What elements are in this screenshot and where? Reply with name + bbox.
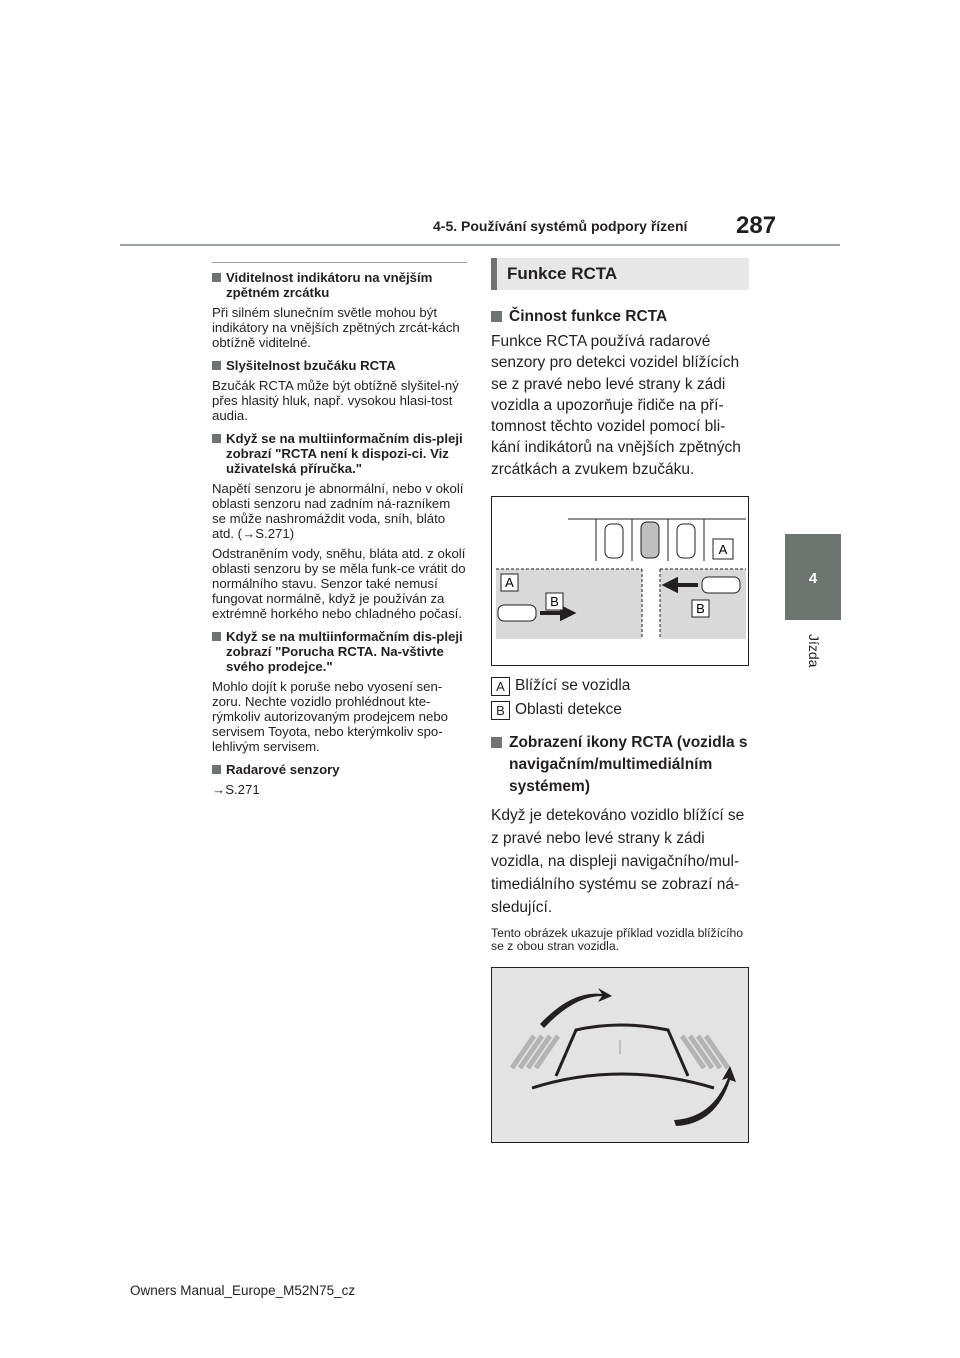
legend-item (491, 698, 749, 722)
approaching-car-left (498, 605, 536, 621)
rcta-display-svg (492, 968, 748, 1142)
figure-legend (491, 674, 749, 722)
section-heading: Slyšitelnost bzučáku RCTA (212, 358, 467, 373)
section-paragraph: Bzučák RCTA může být obtížně slyšitel-ný přes hlasitý hluk, např. vysokou hlasi-tost audia. (212, 378, 459, 423)
rcta-display-figure (491, 967, 749, 1143)
figure-note: Tento obrázek ukazuje příklad vozidla blížícího se z obou stran vozidla. (491, 926, 744, 954)
footer-document-id: Owners Manual_Europe_M52N75_cz (130, 1283, 356, 1298)
legend-tag: B (491, 701, 510, 720)
chapter-tab-number: 4 (808, 570, 818, 587)
section-paragraph: Funkce RCTA používá radarové senzory pro detekci vozidel blížících se z pravé nebo levé strany k zádi vozidla a upozorňuje řidiče na pří-tomnost těchto vozidel pomocí bli-kání indikátorů na vnějších zpětných zrcátkách a zvukem bzučáku. (491, 333, 741, 478)
guide-line-top (556, 1025, 688, 1076)
parked-car (677, 524, 695, 558)
section-paragraph: Odstraněním vody, sněhu, bláta atd. z okolí oblasti senzoru by se měla funk-ce vrátit do normálního stavu. Senzor také nemusí fungovat normálně, když je používán za extrémně horkého nebo chladného počasí. (212, 546, 466, 621)
legend-item (491, 674, 749, 698)
section-paragraph: Napětí senzoru je abnormální, nebo v okolí oblasti senzoru nad zadním ná-razníkem se může nashromáždit voda, sníh, bláto atd. (→S.271) (212, 481, 464, 541)
section-rcta-unavailable (212, 431, 467, 621)
section-paragraph: Při silném slunečním světle mohou být indikátory na vnějších zpětných zrcát-kách obtížně viditelné. (212, 305, 460, 350)
label-b-text: B (550, 594, 559, 610)
approaching-car-right (702, 577, 740, 593)
section-radar-sensors (212, 762, 467, 797)
right-warning-stripes (682, 1036, 728, 1068)
section-rcta-malfunction (212, 629, 467, 754)
legend-text: Blížící se vozidla (515, 677, 631, 695)
label-a-text: A (718, 542, 728, 558)
left-warning-stripes (512, 1036, 558, 1068)
parking-diagram-svg (492, 497, 748, 665)
chapter-title: 4-5. Používání systémů podpory řízení (433, 218, 688, 234)
curved-arrow-right-icon (674, 1066, 736, 1126)
section-box-title: Funkce RCTA (491, 258, 749, 290)
section-heading: Když se na multiinformačním dis-pleji zobrazí "Porucha RCTA. Na-vštivte svého prodejce." (212, 629, 467, 674)
parking-diagram (491, 496, 749, 666)
section-heading: Když se na multiinformačním dis-pleji zobrazí "RCTA není k dispozi-ci. Viz uživatelská příručka." (212, 431, 467, 476)
left-column-divider (212, 262, 467, 263)
header-divider (120, 244, 840, 246)
section-heading: Činnost funkce RCTA (491, 306, 749, 327)
label-a-text: A (505, 575, 514, 591)
section-paragraph: →S.271 (212, 782, 260, 797)
parked-car (605, 524, 623, 558)
section-heading: Zobrazení ikony RCTA (vozidla s navigačním/multimediálním systémem) (491, 732, 749, 798)
left-column (212, 270, 467, 805)
section-heading: Viditelnost indikátoru na vnějším zpětném zrcátku (212, 270, 467, 300)
section-heading: Radarové senzory (212, 762, 467, 777)
chapter-tab (785, 534, 841, 620)
chapter-tab-label: Jízda (806, 634, 822, 668)
legend-tag: A (491, 677, 510, 696)
section-buzzer (212, 358, 467, 423)
own-car (641, 522, 659, 558)
section-paragraph: Když je detekováno vozidlo blížící se z pravé nebo levé strany k zádi vozidla, na displeji navigačního/mul-timediálního systému se zobrazí ná-sledující. (491, 807, 745, 917)
section-paragraph: Mohlo dojít k poruše nebo vyosení sen-zoru. Nechte vozidlo prohlédnout kte-rýmkoliv autorizovaným prodejcem nebo servisem Toyota, nebo kterýmkoliv spo-lehlivým servisem. (212, 679, 449, 754)
right-column (491, 258, 749, 1143)
page-number: 287 (736, 212, 777, 239)
section-mirror-indicator (212, 270, 467, 350)
curved-arrow-left-icon (540, 988, 612, 1028)
label-b-text: B (696, 601, 705, 617)
legend-text: Oblasti detekce (515, 701, 622, 719)
